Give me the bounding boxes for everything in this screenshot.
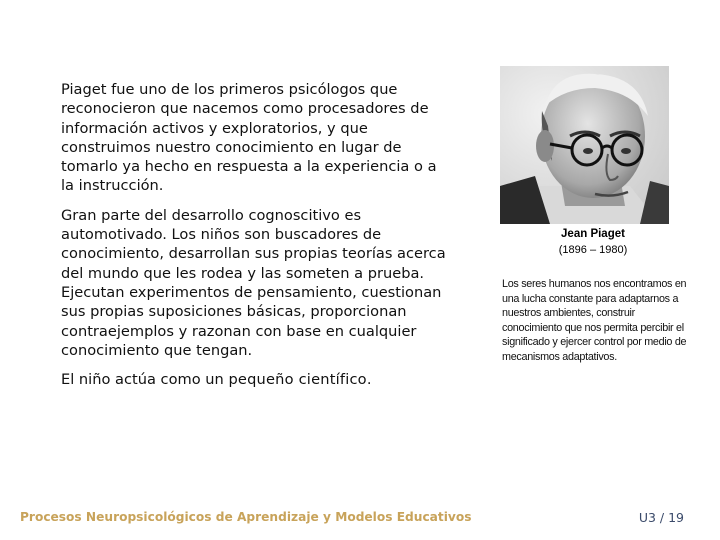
portrait-image (500, 66, 669, 224)
portrait-name: Jean Piaget (561, 228, 625, 240)
footer-course-title: Procesos Neuropsicológicos de Aprendizaje y Modelos Educativos (20, 510, 472, 524)
paragraph-1 (61, 80, 446, 196)
little-scientist-emphasis: pequeño científico (228, 371, 367, 389)
main-text (61, 80, 446, 399)
side-note: Los seres humanos nos encontramos en una lucha constante para adaptarnos a nuestros ambientes, construir conocimiento que nos permita percibir el significado y ejercer control por medio de mecanismos adaptativos. (502, 278, 687, 363)
paragraph-2: Gran parte del desarrollo cognoscitivo es automotivado. Los niños son buscadores de conocimiento, desarrollan sus propias teorías acerca del mundo que les rodea y las someten a prueba. Ejecutan experimentos de pensamiento, cuestionan sus propias suposiciones básicas, proporcionan contraejemplos y razonan con base en cualquier conocimiento que tengan. (61, 206, 446, 359)
paragraph-3-prefix: El niño actúa como un (61, 371, 229, 389)
footer-page-number: U3 / 19 (638, 510, 684, 525)
portrait-years: (1896 – 1980) (558, 244, 628, 256)
paragraph-1-text: fue uno de los primeros psicólogos que reconocieron que nacemos como procesadores de información activos y exploratorios, y que construimos nuestro conocimiento en lugar de tomarlo ya hecho en respuesta a la experiencia o a la instrucción. (61, 81, 437, 195)
paragraph-3-suffix: . (366, 371, 372, 389)
piaget-portrait (500, 66, 669, 224)
paragraph-3 (61, 370, 446, 389)
piaget-name: Piaget (61, 81, 107, 98)
